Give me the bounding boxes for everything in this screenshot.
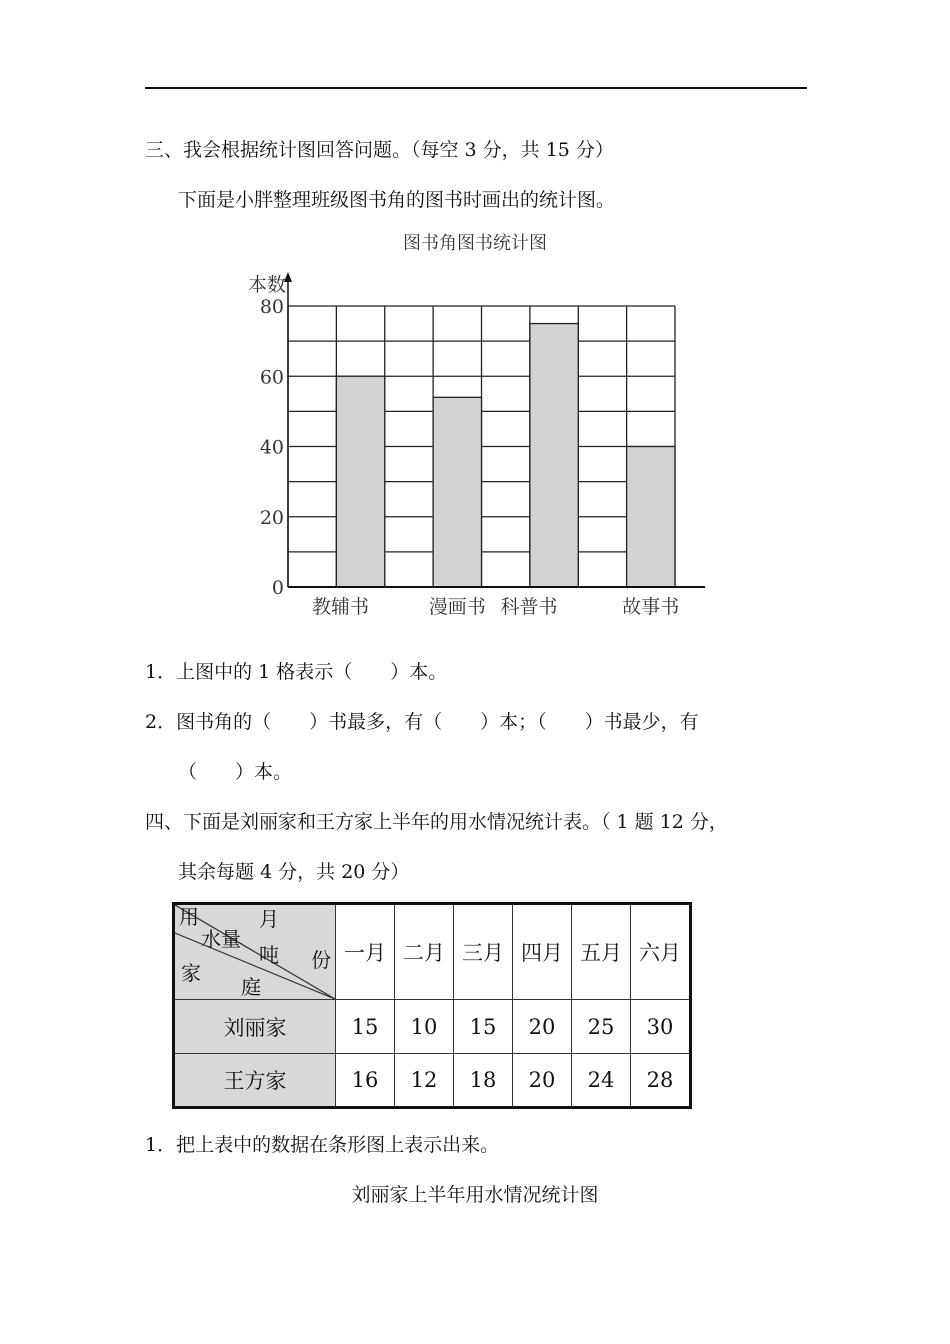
row-family-name: 刘丽家 <box>174 1000 336 1054</box>
y-tick-label: 80 <box>259 296 284 318</box>
table-cell: 25 <box>572 1000 631 1054</box>
row-family-name: 王方家 <box>174 1054 336 1108</box>
x-tick-label: 教辅书 <box>312 596 370 618</box>
bar <box>433 397 481 587</box>
table-cell: 12 <box>395 1054 454 1108</box>
table-row <box>174 1054 691 1108</box>
corner-ting: 庭 <box>241 975 261 999</box>
book-chart-title: 图书角图书统计图 <box>403 233 547 254</box>
bar <box>530 324 578 587</box>
table-cell: 10 <box>395 1000 454 1054</box>
month-header: 六月 <box>631 904 691 1000</box>
y-tick-label: 20 <box>259 506 284 529</box>
table-cell: 18 <box>454 1054 513 1108</box>
month-header: 五月 <box>572 904 631 1000</box>
month-header: 三月 <box>454 904 513 1000</box>
x-tick-label: 故事书 <box>622 596 680 618</box>
book-chart <box>0 262 950 642</box>
corner-yong: 用 <box>179 905 199 929</box>
corner-jia: 家 <box>181 961 201 985</box>
x-tick-label: 科普书 <box>500 596 558 618</box>
section4-q1: 1．把上表中的数据在条形图上表示出来。 <box>145 1134 500 1156</box>
table-cell: 15 <box>336 1000 395 1054</box>
table-header-row <box>174 904 691 1000</box>
table-cell: 15 <box>454 1000 513 1054</box>
corner-fen: 份 <box>311 948 331 972</box>
section4-heading-cont: 其余每题 4 分，共 20 分） <box>178 861 410 883</box>
month-header: 一月 <box>336 904 395 1000</box>
table-cell: 24 <box>572 1054 631 1108</box>
section4-heading: 四、下面是刘丽家和王方家上半年的用水情况统计表。（ 1 题 12 分， <box>145 811 728 833</box>
y-tick-label: 40 <box>259 436 284 459</box>
x-tick-label: 漫画书 <box>428 596 486 618</box>
bar <box>627 447 675 588</box>
table-cell: 28 <box>631 1054 691 1108</box>
water-usage-table <box>172 902 692 1109</box>
section3-heading: 三、我会根据统计图回答问题。（每空 3 分，共 15 分） <box>145 139 614 161</box>
bar <box>336 376 384 587</box>
table-cell: 20 <box>513 1054 572 1108</box>
water-chart-title: 刘丽家上半年用水情况统计图 <box>351 1184 599 1206</box>
table-cell: 30 <box>631 1000 691 1054</box>
month-header: 二月 <box>395 904 454 1000</box>
table-corner-cell <box>174 904 336 1000</box>
corner-dun: 吨 <box>259 943 279 967</box>
y-axis-label: 本数 <box>247 274 286 296</box>
corner-month: 月 <box>259 907 279 931</box>
table-row <box>174 1000 691 1054</box>
table-cell: 20 <box>513 1000 572 1054</box>
y-tick-label: 0 <box>271 577 284 599</box>
q2-text-line1: 2．图书角的（ ）书最多，有（ ）本；（ ）书最少，有 <box>145 711 699 733</box>
table-cell: 16 <box>336 1054 395 1108</box>
corner-shuiliang: 水量 <box>201 927 241 951</box>
section3-intro: 下面是小胖整理班级图书角的图书时画出的统计图。 <box>178 189 616 211</box>
month-header: 四月 <box>513 904 572 1000</box>
q1-text: 1．上图中的 1 格表示（ ）本。 <box>145 661 448 683</box>
y-tick-label: 60 <box>259 366 284 389</box>
header-rule <box>145 87 807 89</box>
q2-text-line2: （ ）本。 <box>178 761 293 783</box>
